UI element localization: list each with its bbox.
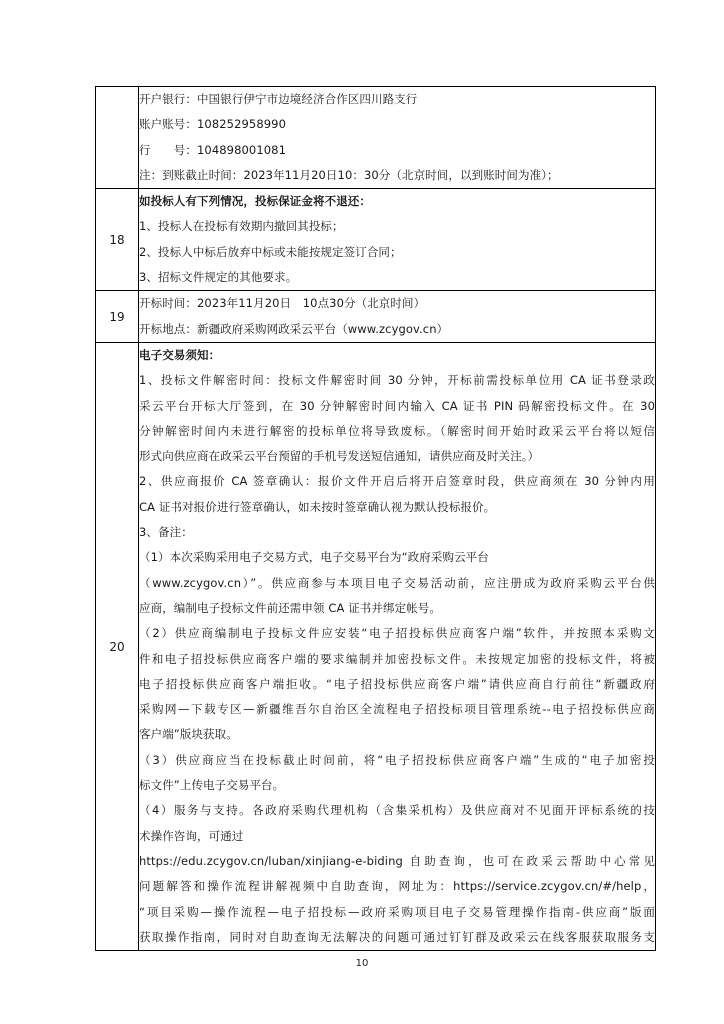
text-line: （3）供应商应当在投标截止时间前，将“电子招投标供应商客户端”生成的“电子加密投	[139, 752, 655, 767]
text-line: 问题解答和操作流程讲解视频中自助查询，网址为：https://service.zcygov.cn/#/help，	[139, 879, 655, 894]
text-line: 2、供应商报价 CA 签章确认：报价文件开启后将开启签章时段，供应商须在 30 分钟内用	[139, 474, 655, 489]
row-content	[139, 87, 656, 189]
table-row	[96, 342, 656, 950]
list-item: 1、投标人在投标有效期内撤回其投标；	[139, 219, 344, 234]
arrival-deadline-note: 注：到账截止时间：2023年11月20日10：30分（北京时间，以到账时间为准）；	[139, 167, 559, 182]
bank-code: 行 号：104898001081	[139, 142, 286, 157]
table-row	[96, 87, 656, 189]
text-line: （4）服务与支持。各政府采购代理机构（含集采机构）及供应商对不见面开评标系统的技	[139, 803, 655, 818]
text-line: 应商，编制电子投标文件前还需申领 CA 证书并绑定帐号。	[139, 600, 442, 615]
text-line: 获取操作指南，同时对自助查询无法解决的问题可通过钉钉群及政采云在线客服获取服务支	[139, 929, 655, 944]
text-line: 采购网—下载专区—新疆维吾尔自治区全流程电子招投标项目管理系统--电子招投标供应商	[139, 702, 655, 717]
opening-time: 开标时间：2023年11月20日 10点30分（北京时间）	[139, 296, 426, 311]
list-item: 2、投标人中标后放弃中标或未能按规定签订合同；	[139, 244, 402, 259]
text-line: 术操作咨询，可通过	[139, 828, 244, 843]
text-line: （www.zcygov.cn）”。供应商参与本项目电子交易活动前，应注册成为政府采购云平台供	[139, 575, 655, 590]
row-number: 19	[96, 291, 139, 343]
text-line: 分钟解密时间内未进行解密的投标单位将导致废标。（解密时间开始时政采云平台将以短信	[139, 423, 655, 438]
text-line: “项目采购—操作流程—电子招投标—政府采购项目电子交易管理操作指南-供应商”版面	[139, 904, 655, 919]
row-number: 18	[96, 189, 139, 291]
account-number: 账户账号：108252958990	[139, 117, 286, 132]
text-line: 采云平台开标大厅签到，在 30 分钟解密时间内输入 CA 证书 PIN 码解密投标文件。在 30	[139, 398, 655, 413]
row-content	[139, 291, 656, 343]
section-heading: 电子交易须知：	[139, 347, 221, 362]
bank-name: 开户银行：中国银行伊宁市边境经济合作区四川路支行	[139, 92, 418, 106]
text-line: 1、投标文件解密时间：投标文件解密时间 30 分钟，开标前需投标单位用 CA 证书登录政	[139, 373, 655, 388]
section-heading: 如投标人有下列情况，投标保证金将不退还：	[139, 194, 371, 209]
row-number	[96, 87, 139, 189]
text-line: 形式向供应商在政采云平台预留的手机号发送短信通知，请供应商及时关注。）	[139, 449, 540, 464]
text-line: 件和电子招投标供应商客户端的要求编制并加密投标文件。未按规定加密的投标文件，将被	[139, 651, 655, 666]
table-row	[96, 291, 656, 343]
text-line: https://edu.zcygov.cn/luban/xinjiang-e-biding 自助查询，也可在政采云帮助中心常见	[139, 853, 655, 868]
tender-info-table	[95, 86, 656, 951]
table-row	[96, 189, 656, 291]
text-line: （2）供应商编制电子投标文件应安装“电子招投标供应商客户端”软件，并按照本采购文	[139, 626, 655, 641]
text-line: CA 证书对报价进行签章确认，如未按时签章确认视为默认投标报价。	[139, 499, 496, 514]
list-item: 3、招标文件规定的其他要求。	[139, 270, 298, 285]
text-line: 标文件”上传电子交易平台。	[139, 778, 285, 793]
page-number: 10	[355, 958, 369, 969]
text-line: 客户端”版块获取。	[139, 727, 238, 742]
row-number: 20	[96, 342, 139, 950]
text-line: 电子招投标供应商客户端拒收。“电子招投标供应商客户端”请供应商自行前往“新疆政府	[139, 676, 655, 691]
row-content	[139, 189, 656, 291]
text-line: （1）本次采购采用电子交易方式，电子交易平台为“政府采购云平台	[139, 550, 489, 565]
opening-location: 开标地点：新疆政府采购网政采云平台（www.zcygov.cn）	[139, 321, 449, 336]
text-line: 3、备注：	[139, 525, 193, 540]
row-content	[139, 342, 656, 950]
